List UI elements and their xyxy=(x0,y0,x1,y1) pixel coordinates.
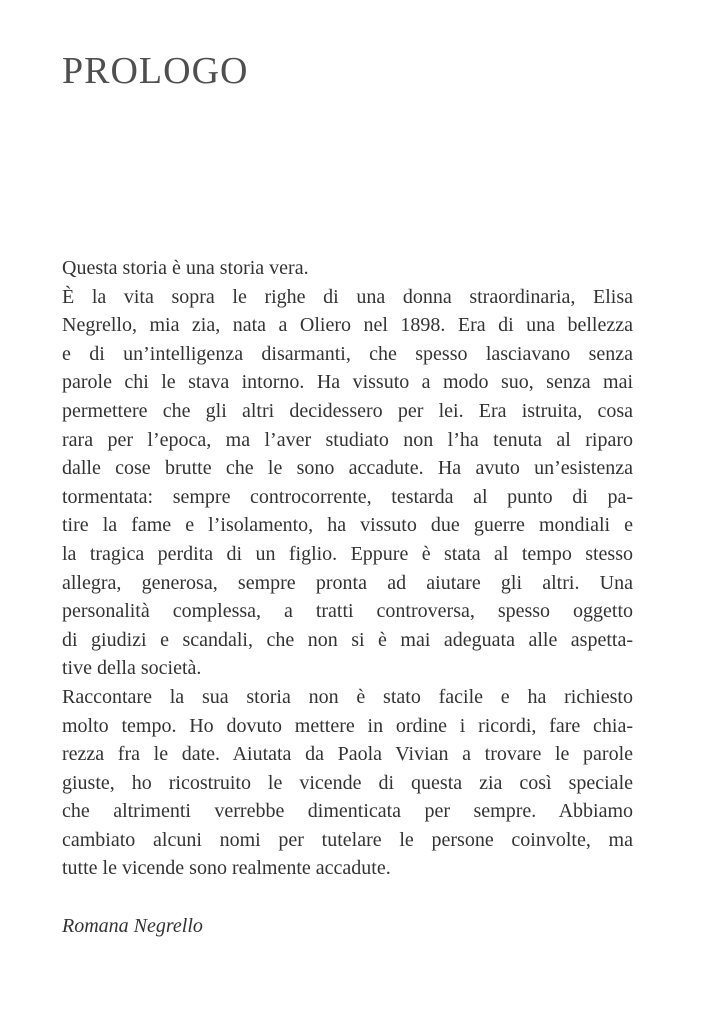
paragraphs-container xyxy=(62,254,633,883)
text-line: tire la fame e l’isolamento, ha vissuto due guerre mondiali e xyxy=(62,514,633,537)
paragraph xyxy=(62,683,633,883)
text-line: allegra, generosa, sempre pronta ad aiutare gli altri. Una xyxy=(62,571,633,594)
text-line: personalità complessa, a tratti controversa, spesso oggetto xyxy=(62,600,633,623)
text-line: la tragica perdita di un figlio. Eppure è stata al tempo stesso xyxy=(62,542,633,565)
text-line: molto tempo. Ho dovuto mettere in ordine i ricordi, fare chia- xyxy=(62,714,633,737)
text-line: Raccontare la sua storia non è stato facile e ha richiesto xyxy=(62,685,633,708)
text-line: dalle cose brutte che le sono accadute. Ha avuto un’esistenza xyxy=(62,457,633,480)
page-title: PROLOGO xyxy=(62,50,249,92)
paragraph xyxy=(62,283,633,683)
text-line: cambiato alcuni nomi per tutelare le persone coinvolte, ma xyxy=(62,828,633,851)
text-line: tive della società. xyxy=(62,657,202,680)
paragraph xyxy=(62,254,633,283)
text-line: e di un’intelligenza disarmanti, che spesso lasciavano senza xyxy=(62,342,633,365)
text-line: Questa storia è una storia vera. xyxy=(62,257,309,279)
text-line: parole chi le stava intorno. Ha vissuto a modo suo, senza mai xyxy=(62,371,633,394)
text-line: permettere che gli altri decidessero per lei. Era istruita, cosa xyxy=(62,399,633,422)
text-line: di giudizi e scandali, che non si è mai adeguata alle aspetta- xyxy=(62,628,633,651)
text-line: giuste, ho ricostruito le vicende di questa zia così speciale xyxy=(62,771,633,794)
text-line: È la vita sopra le righe di una donna straordinaria, Elisa xyxy=(62,285,633,308)
author-signature: Romana Negrello xyxy=(62,914,203,937)
text-line: Negrello, mia zia, nata a Oliero nel 1898. Era di una bellezza xyxy=(62,314,633,337)
text-line: tutte le vicende sono realmente accadute. xyxy=(62,857,391,880)
text-line: rezza fra le date. Aiutata da Paola Vivian a trovare le parole xyxy=(62,743,633,766)
text-line: tormentata: sempre controcorrente, testarda al punto di pa- xyxy=(62,485,633,508)
body-text xyxy=(62,254,633,940)
text-line: rara per l’epoca, ma l’aver studiato non l’ha tenuta al riparo xyxy=(62,428,633,451)
text-line: che altrimenti verrebbe dimenticata per sempre. Abbiamo xyxy=(62,800,633,823)
